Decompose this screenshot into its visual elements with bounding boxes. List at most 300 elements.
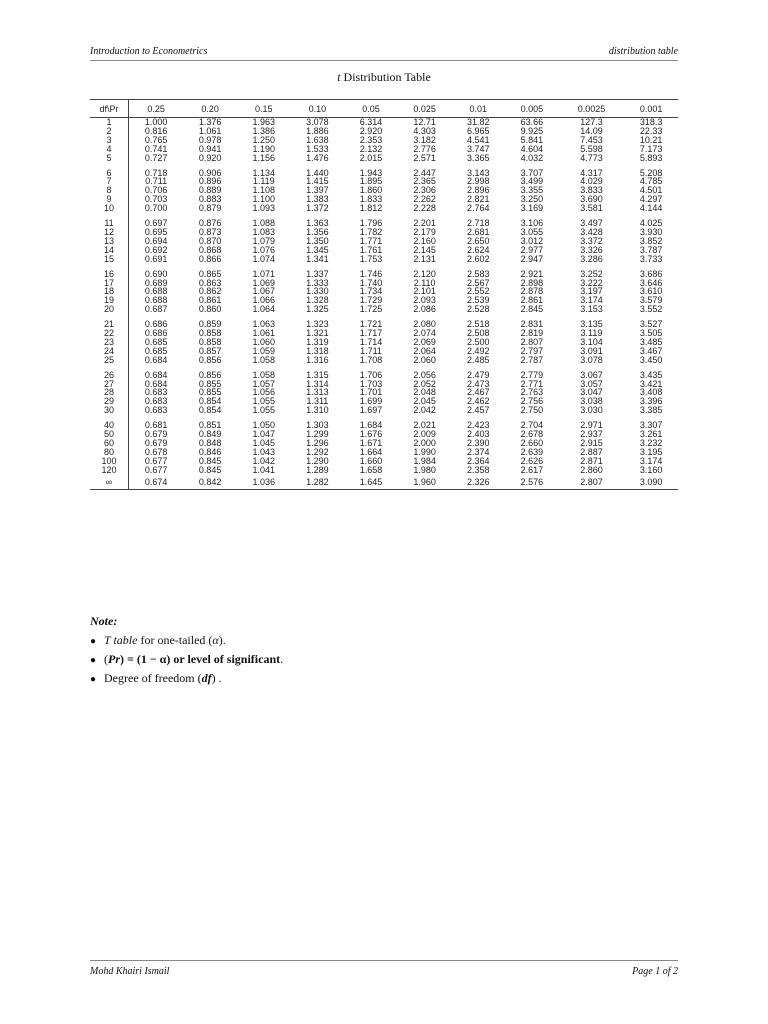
- table-cell: 4.297: [639, 194, 663, 205]
- table-cell: 2.306: [413, 185, 436, 196]
- table-cell: 0.858: [198, 336, 222, 347]
- table-cell: 1.440: [306, 167, 329, 178]
- table-cell: 2.467: [467, 387, 490, 398]
- table-cell: 2.528: [467, 304, 490, 315]
- table-cell: 0.851: [198, 420, 222, 431]
- table-cell: 2.718: [467, 218, 490, 229]
- df-cell: 6: [90, 169, 129, 178]
- df-cell: 2: [90, 127, 129, 136]
- table-cell: 2.473: [467, 378, 490, 389]
- df-cell: 40: [90, 421, 129, 430]
- table-cell: 0.876: [198, 218, 222, 229]
- table-cell: 1.321: [306, 328, 329, 339]
- table-cell: 1.079: [252, 235, 276, 246]
- table-cell: 4.032: [520, 152, 544, 163]
- table-cell: 1.533: [306, 143, 329, 154]
- note-title: Note:: [90, 614, 118, 628]
- table-cell: 2.845: [520, 304, 544, 315]
- table-cell: 2.045: [413, 396, 436, 407]
- table-cell: 1.055: [252, 396, 276, 407]
- table-cell: 2.787: [520, 354, 544, 365]
- table-cell: 2.756: [520, 396, 544, 407]
- table-row: [90, 305, 678, 314]
- table-cell: 3.646: [639, 277, 663, 288]
- column-header: 0.005: [505, 100, 559, 118]
- table-cell: 2.797: [520, 345, 544, 356]
- header-rule: [90, 60, 678, 61]
- table-cell: 3.030: [580, 405, 603, 416]
- table-cell: 2.423: [467, 420, 490, 431]
- column-header: 0.15: [237, 100, 291, 118]
- table-cell: 3.047: [580, 387, 603, 398]
- table-cell: 0.868: [198, 244, 222, 255]
- table-cell: 3.485: [639, 336, 663, 347]
- table-cell: 1.282: [291, 475, 345, 490]
- table-cell: 0.687: [144, 304, 168, 315]
- table-cell: 2.764: [467, 203, 490, 214]
- table-cell: 2.069: [413, 336, 436, 347]
- df-cell: 17: [90, 279, 129, 288]
- table-cell: 1.645: [344, 475, 398, 490]
- table-cell: 1.316: [306, 354, 329, 365]
- table-cell: 3.143: [467, 167, 490, 178]
- bullet-icon: ●: [90, 655, 97, 666]
- table-cell: 2.052: [413, 378, 436, 389]
- table-cell: 2.160: [413, 235, 436, 246]
- table-cell: 63.66: [520, 117, 544, 127]
- table-cell: 3.090: [624, 475, 678, 490]
- table-cell: 0.849: [198, 429, 222, 440]
- df-cell: 60: [90, 439, 129, 448]
- note-item-2: [90, 652, 283, 671]
- table-cell: 3.787: [639, 244, 663, 255]
- table-cell: 0.683: [144, 396, 168, 407]
- table-cell: 1.960: [398, 475, 452, 490]
- table-cell: 1.000: [144, 117, 168, 127]
- table-cell: 318.3: [639, 117, 663, 127]
- table-cell: 1.963: [252, 117, 276, 127]
- table-cell: 4.317: [580, 167, 603, 178]
- note2-pr: Pr: [108, 652, 120, 666]
- header-left-title: Introduction to Econometrics: [90, 46, 208, 57]
- table-cell: 1.045: [252, 438, 276, 448]
- table-cell: 0.686: [144, 328, 168, 339]
- df-cell: 25: [90, 356, 129, 365]
- table-cell: 2.021: [413, 420, 436, 431]
- table-cell: 2.042: [413, 405, 436, 416]
- table-cell: 1.676: [359, 429, 383, 440]
- table-cell: 3.505: [639, 328, 663, 339]
- table-cell: 1.071: [252, 268, 276, 279]
- table-cell: 2.971: [580, 420, 603, 431]
- table-cell: 2.947: [520, 253, 544, 264]
- table-cell: 1.397: [306, 185, 329, 196]
- table-cell: 3.421: [639, 378, 663, 389]
- table-cell: 1.415: [306, 176, 329, 187]
- table-cell: 1.057: [252, 378, 276, 389]
- table-cell: 2.048: [413, 387, 436, 398]
- table-cell: 0.694: [144, 235, 168, 246]
- footer-rule: [90, 960, 678, 961]
- table-cell: 2.201: [413, 218, 436, 229]
- table-row: [90, 154, 678, 163]
- table-cell: 1.311: [306, 396, 329, 407]
- table-cell: 0.860: [198, 304, 222, 315]
- column-header: 0.0025: [559, 100, 625, 118]
- table-cell: 1.833: [359, 194, 383, 205]
- table-cell: 3.833: [580, 185, 603, 196]
- table-cell: 0.700: [144, 203, 168, 214]
- table-cell: 3.307: [639, 420, 663, 431]
- table-cell: 2.977: [520, 244, 544, 255]
- table-cell: 127.3: [580, 117, 603, 127]
- table-cell: 0.684: [144, 378, 168, 389]
- table-cell: 3.686: [639, 268, 663, 279]
- table-cell: 0.865: [198, 268, 222, 279]
- table-cell: 0.692: [144, 244, 168, 255]
- table-cell: 3.581: [580, 203, 603, 214]
- table-cell: 2.228: [413, 203, 436, 214]
- table-cell: 0.906: [198, 167, 222, 178]
- table-cell: 2.998: [467, 176, 490, 187]
- table-cell: 0.856: [198, 369, 222, 380]
- df-cell: 19: [90, 296, 129, 305]
- table-cell: 0.683: [144, 387, 168, 398]
- table-cell: 1.671: [359, 438, 383, 448]
- table-cell: 1.658: [359, 464, 383, 475]
- table-cell: 1.055: [252, 405, 276, 416]
- df-cell: 29: [90, 397, 129, 406]
- title-text: Distribution Table: [343, 70, 431, 84]
- table-cell: 1.714: [359, 336, 383, 347]
- table-cell: 1.356: [306, 226, 329, 237]
- table-cell: 0.685: [144, 345, 168, 356]
- df-cell: 80: [90, 448, 129, 457]
- table-cell: 2.120: [413, 268, 436, 279]
- table-cell: 0.845: [198, 464, 222, 475]
- table-cell: 2.878: [520, 286, 544, 297]
- table-cell: 2.750: [520, 405, 544, 416]
- df-cell: 100: [90, 457, 129, 466]
- table-cell: 2.353: [359, 134, 383, 145]
- table-cell: 2.508: [467, 328, 490, 339]
- table-cell: 1.041: [252, 464, 276, 475]
- table-cell: 7.173: [639, 143, 663, 154]
- table-cell: 2.626: [520, 455, 544, 466]
- table-cell: 2.000: [413, 438, 436, 448]
- table-cell: 1.345: [306, 244, 329, 255]
- table-cell: 0.870: [198, 235, 222, 246]
- table-cell: 2.492: [467, 345, 490, 356]
- table-cell: 0.855: [198, 378, 222, 389]
- table-cell: 3.160: [639, 464, 663, 475]
- column-header: 0.25: [129, 100, 184, 118]
- table-cell: 0.686: [144, 319, 168, 330]
- table-cell: 2.583: [467, 268, 490, 279]
- table-cell: 2.080: [413, 319, 436, 330]
- table-cell: 1.476: [306, 152, 329, 163]
- column-header: 0.001: [624, 100, 678, 118]
- table-cell: 1.697: [359, 405, 383, 416]
- table-cell: 2.074: [413, 328, 436, 339]
- table-cell: 1.638: [306, 134, 329, 145]
- table-cell: 3.385: [639, 405, 663, 416]
- table-cell: 2.403: [467, 429, 490, 440]
- table-cell: 1.299: [306, 429, 329, 440]
- table-cell: 2.093: [413, 295, 436, 306]
- column-header: 0.20: [183, 100, 237, 118]
- table-cell: 0.863: [198, 277, 222, 288]
- table-cell: 9.925: [520, 125, 544, 136]
- table-cell: 1.050: [252, 420, 276, 431]
- table-cell: 1.699: [359, 396, 383, 407]
- table-cell: 1.064: [252, 304, 276, 315]
- table-cell: 3.261: [639, 429, 663, 440]
- table-cell: 2.921: [520, 268, 544, 279]
- table-cell: 2.326: [451, 475, 505, 490]
- table-body: [90, 118, 678, 490]
- table-cell: 1.337: [306, 268, 329, 279]
- df-cell: 4: [90, 145, 129, 154]
- table-cell: 1.059: [252, 345, 276, 356]
- table-cell: 2.624: [467, 244, 490, 255]
- table-cell: 3.747: [467, 143, 490, 154]
- table-cell: 1.729: [359, 295, 383, 306]
- table-cell: 3.852: [639, 235, 663, 246]
- table-cell: 3.078: [306, 117, 329, 127]
- df-cell: 1: [90, 118, 129, 127]
- table-cell: 0.879: [198, 203, 222, 214]
- footer-page-number: Page 1 of 2: [632, 966, 678, 977]
- table-cell: 0.718: [144, 167, 168, 178]
- table-cell: 7.453: [580, 134, 603, 145]
- note-item-1: [90, 633, 283, 652]
- table-cell: 3.119: [580, 328, 603, 339]
- table-cell: 2.771: [520, 378, 544, 389]
- table-cell: 3.232: [639, 438, 663, 448]
- table-cell: 1.708: [359, 354, 383, 365]
- table-cell: 1.711: [360, 345, 382, 356]
- table-cell: 0.703: [144, 194, 168, 205]
- df-cell: 21: [90, 320, 129, 329]
- table-cell: 0.690: [144, 268, 168, 279]
- corner-header: df\Pr: [90, 100, 129, 118]
- table-cell: 2.567: [467, 277, 490, 288]
- table-cell: 2.056: [413, 369, 436, 380]
- table-cell: 1.664: [359, 446, 383, 457]
- df-cell: 16: [90, 270, 129, 279]
- table-cell: 4.773: [580, 152, 603, 163]
- table-cell: 0.688: [144, 286, 168, 297]
- table-cell: 1.093: [252, 203, 276, 214]
- table-cell: 2.518: [467, 319, 490, 330]
- table-cell: 2.485: [467, 354, 490, 365]
- table-cell: 1.058: [252, 354, 276, 365]
- table-cell: 4.501: [639, 185, 663, 196]
- table-cell: 1.333: [306, 277, 329, 288]
- table-cell: 1.108: [252, 185, 276, 196]
- table-cell: 6.314: [359, 117, 383, 127]
- note1-end: ).: [218, 633, 226, 647]
- table-cell: 1.746: [359, 268, 383, 279]
- df-cell: 12: [90, 228, 129, 237]
- df-cell: 23: [90, 338, 129, 347]
- table-cell: 3.467: [639, 345, 663, 356]
- note2-bold: ) = (1 − α) or level of significant: [120, 652, 281, 666]
- note1-italic: T table: [104, 633, 138, 647]
- table-cell: 2.131: [413, 253, 436, 264]
- table-cell: 1.310: [306, 405, 329, 416]
- table-cell: 0.873: [198, 226, 222, 237]
- table-cell: 1.328: [306, 295, 329, 306]
- table-cell: 1.290: [306, 455, 329, 466]
- table-cell: 3.435: [639, 369, 663, 380]
- table-cell: 2.552: [467, 286, 490, 297]
- table-cell: 3.135: [580, 319, 603, 330]
- bullet-icon: ●: [90, 636, 97, 647]
- table-cell: 0.677: [144, 455, 168, 466]
- table-cell: 1.771: [359, 235, 383, 246]
- table-cell: 3.057: [580, 378, 603, 389]
- page-title: [90, 70, 678, 85]
- table-cell: 2.060: [413, 354, 436, 365]
- table-cell: 2.009: [413, 429, 436, 440]
- table-cell: 1.341: [306, 253, 329, 264]
- table-cell: 31.82: [467, 117, 490, 127]
- table-cell: 2.576: [505, 475, 559, 490]
- table-cell: 5.841: [520, 134, 544, 145]
- table-cell: 1.156: [252, 152, 276, 163]
- table-cell: 3.195: [639, 446, 663, 457]
- table-cell: 0.866: [198, 253, 222, 264]
- table-cell: 3.250: [520, 194, 544, 205]
- footer-author: Mohd Khairi Ismail: [90, 966, 170, 977]
- table-cell: 2.602: [467, 253, 490, 264]
- table-cell: 2.617: [520, 464, 544, 475]
- table-cell: 0.857: [198, 345, 222, 356]
- table-cell: 3.012: [520, 235, 544, 246]
- table-cell: 0.697: [144, 218, 168, 229]
- table-cell: 2.145: [413, 244, 436, 255]
- df-cell: 24: [90, 347, 129, 356]
- table-cell: 3.091: [580, 345, 603, 356]
- table-cell: 3.428: [580, 226, 603, 237]
- table-cell: 2.374: [467, 446, 490, 457]
- table-cell: 1.067: [252, 286, 276, 297]
- table-cell: 0.741: [144, 143, 168, 154]
- table-cell: 1.250: [252, 134, 276, 145]
- table-cell: 1.043: [252, 446, 276, 457]
- table-cell: 1.289: [306, 464, 329, 475]
- table-cell: 3.197: [580, 286, 603, 297]
- df-cell: 20: [90, 305, 129, 314]
- table-cell: 3.055: [520, 226, 544, 237]
- column-header: 0.05: [344, 100, 398, 118]
- table-cell: 1.036: [237, 475, 291, 490]
- table-cell: 1.296: [306, 438, 329, 448]
- table-cell: 3.365: [467, 152, 490, 163]
- table-cell: 5.598: [580, 143, 603, 154]
- df-cell: 14: [90, 246, 129, 255]
- table-cell: 3.497: [580, 218, 603, 229]
- table-cell: 4.604: [520, 143, 544, 154]
- table-cell: 3.326: [580, 244, 603, 255]
- df-cell: 3: [90, 136, 129, 145]
- table-cell: 2.571: [413, 152, 436, 163]
- table-cell: 3.106: [520, 218, 544, 229]
- table-cell: 3.579: [639, 295, 663, 306]
- table-row: [90, 204, 678, 213]
- table-cell: 0.685: [144, 336, 168, 347]
- df-cell: 28: [90, 388, 129, 397]
- table-cell: 0.706: [144, 185, 168, 196]
- note2-end: .: [280, 652, 284, 666]
- table-cell: 3.174: [580, 295, 603, 306]
- table-cell: 0.765: [144, 134, 168, 145]
- table-cell: 0.861: [198, 295, 222, 306]
- table-cell: 3.450: [639, 354, 663, 365]
- table-cell: 0.855: [198, 387, 222, 398]
- table-cell: 0.711: [145, 176, 168, 187]
- table-cell: 1.703: [359, 378, 383, 389]
- table-cell: 14.09: [580, 125, 603, 136]
- table-cell: 1.895: [359, 176, 383, 187]
- table-cell: 2.179: [413, 226, 436, 237]
- table-cell: 4.541: [467, 134, 490, 145]
- table-cell: 3.396: [639, 396, 663, 407]
- table-cell: 0.681: [144, 420, 168, 431]
- table-cell: 0.816: [144, 125, 168, 136]
- table-cell: 22.33: [639, 125, 663, 136]
- table-cell: 3.078: [580, 354, 603, 365]
- table-cell: 3.169: [520, 203, 544, 214]
- table-cell: 2.678: [520, 429, 544, 440]
- table-cell: 4.303: [413, 125, 436, 136]
- df-cell: 120: [90, 466, 129, 475]
- table-cell: 1.323: [306, 319, 329, 330]
- table-cell: 0.978: [198, 134, 222, 145]
- table-cell: 0.856: [198, 354, 222, 365]
- table-cell: 0.848: [198, 438, 222, 448]
- table-cell: 2.807: [559, 475, 625, 490]
- table-cell: 0.679: [144, 438, 168, 448]
- table-cell: 0.883: [198, 194, 222, 205]
- table-cell: 2.681: [467, 226, 490, 237]
- table-cell: 1.314: [306, 378, 329, 389]
- table-cell: 2.831: [520, 319, 544, 330]
- table-cell: 1.318: [306, 345, 329, 356]
- table-cell: 0.845: [198, 455, 222, 466]
- df-cell: 11: [90, 219, 129, 228]
- column-header: 0.025: [398, 100, 452, 118]
- table-cell: 1.313: [306, 387, 329, 398]
- column-header: 0.10: [291, 100, 345, 118]
- table-row: [90, 466, 678, 475]
- table-cell: 1.376: [198, 117, 222, 127]
- table-cell: 1.069: [252, 277, 276, 288]
- column-header: 0.01: [451, 100, 505, 118]
- table-cell: 0.862: [198, 286, 222, 297]
- table-cell: 0.854: [198, 396, 222, 407]
- table-cell: 2.390: [467, 438, 490, 448]
- table-row: [90, 406, 678, 415]
- table-row: [90, 356, 678, 365]
- table-cell: 2.896: [467, 185, 490, 196]
- table-cell: 4.785: [639, 176, 663, 187]
- df-cell: 9: [90, 195, 129, 204]
- df-cell: 26: [90, 371, 129, 380]
- table-cell: 2.860: [580, 464, 603, 475]
